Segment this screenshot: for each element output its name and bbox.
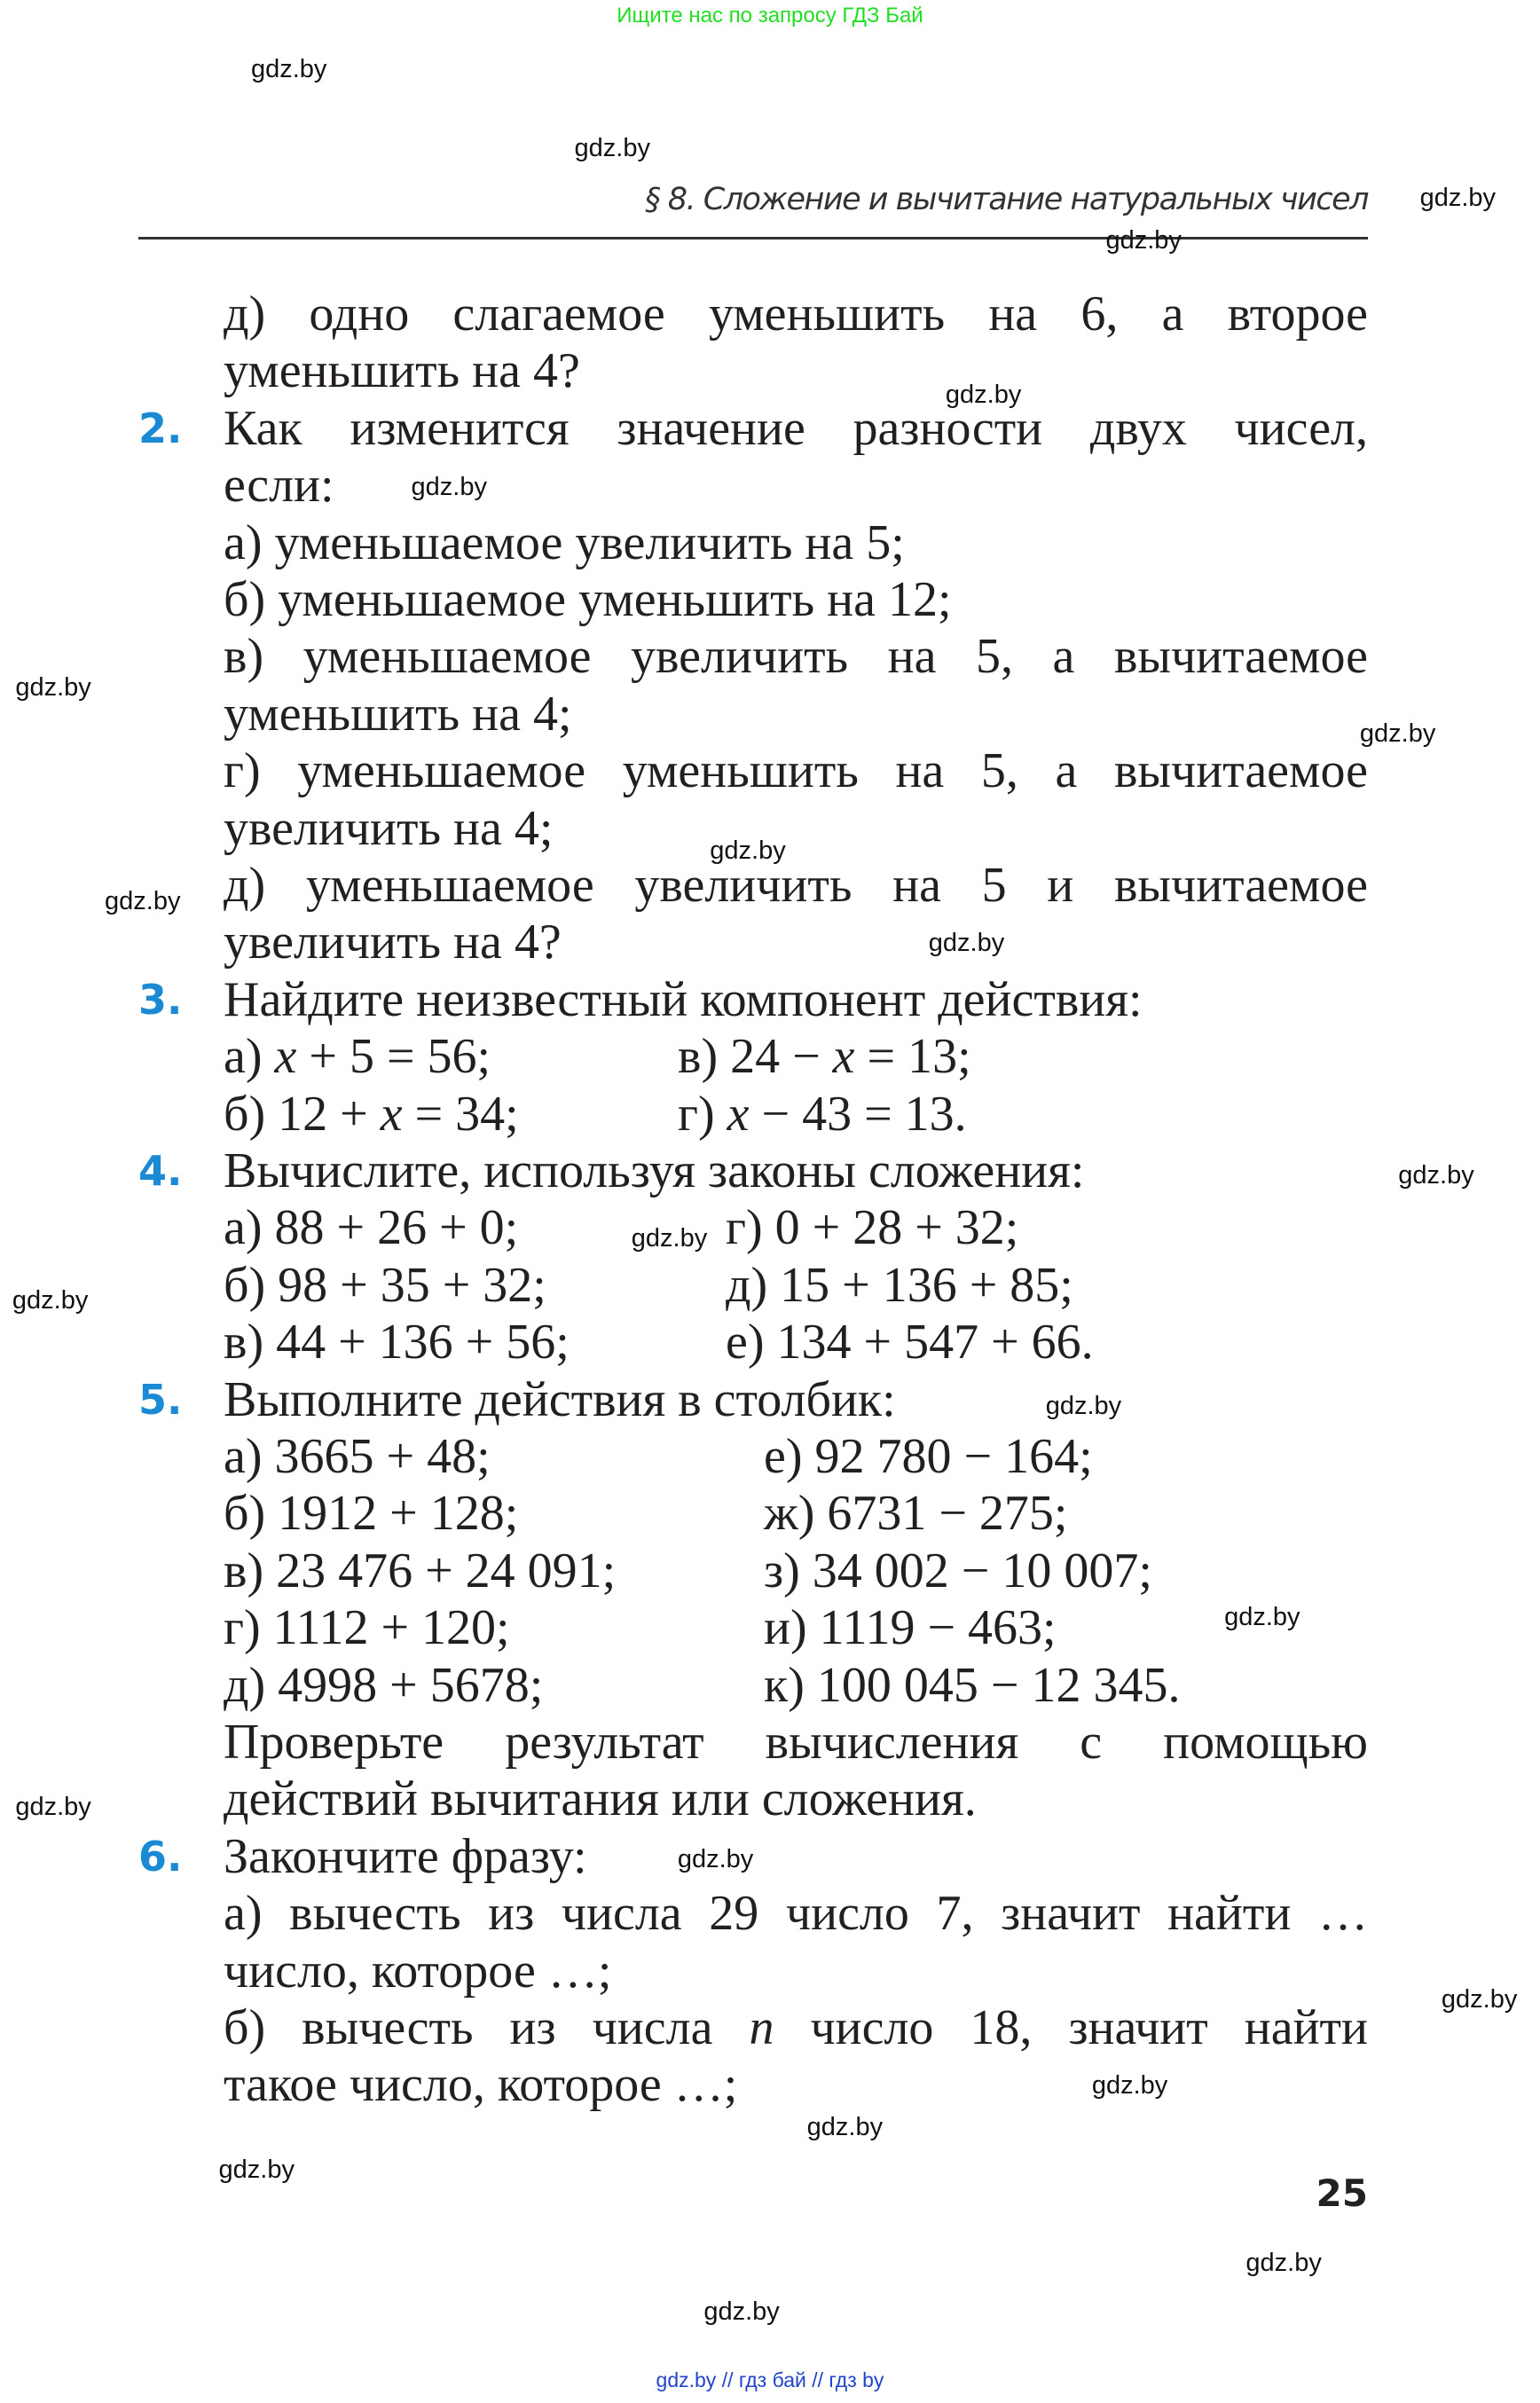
variable: x: [274, 1029, 297, 1085]
item-left: а) 88 + 26 + 0;: [224, 1200, 519, 1256]
text-line: д) уменьшаемое увеличить на 5 и вычитаемое: [224, 858, 1368, 913]
exercise-number: 5.: [138, 1375, 183, 1424]
text-line: уменьшить на 4?: [224, 343, 580, 399]
watermark: gdz.by: [1398, 1160, 1474, 1190]
text-line: [224, 1657, 1368, 1714]
item-right: г) x − 43 = 13.: [678, 1086, 967, 1142]
watermark: gdz.by: [1441, 1984, 1518, 2014]
text-line: увеличить на 4?: [224, 915, 562, 970]
section-title: § 8. Сложение и вычитание натуральных чисел: [645, 182, 1368, 217]
text-line: д) одно слагаемое уменьшить на 6, а второе: [224, 287, 1368, 342]
page-number: 25: [1316, 2171, 1368, 2215]
exercise-heading: Найдите неизвестный компонент действия:: [224, 971, 1143, 1027]
watermark: gdz.by: [945, 380, 1022, 409]
item-left: б) 98 + 35 + 32;: [224, 1257, 546, 1313]
exercise-heading: Как изменится значение разности двух чисел,: [224, 400, 1368, 456]
watermark: gdz.by: [105, 886, 181, 915]
exercise-number: 6.: [138, 1832, 183, 1881]
watermark: gdz.by: [1105, 226, 1182, 255]
text-line: г) уменьшаемое уменьшить на 5, а вычитаемое: [224, 743, 1368, 799]
text-line: действий вычитания или сложения.: [224, 1771, 977, 1827]
text-line: [224, 1543, 1368, 1599]
item-right: е) 134 + 547 + 66.: [726, 1315, 1094, 1370]
text-line: увеличить на 4;: [224, 800, 554, 856]
watermark: gdz.by: [710, 836, 786, 865]
item-right: к) 100 045 − 12 345.: [764, 1657, 1181, 1713]
item-right: д) 15 + 136 + 85;: [726, 1257, 1073, 1313]
text-line: [224, 1314, 1368, 1370]
variable: x: [832, 1029, 855, 1085]
watermark: gdz.by: [1359, 719, 1436, 748]
text-line: [224, 1599, 1368, 1656]
watermark: gdz.by: [1045, 1392, 1122, 1421]
watermark: gdz.by: [806, 2112, 884, 2141]
watermark: gdz.by: [574, 134, 650, 163]
item-right: ж) 6731 − 275;: [764, 1486, 1068, 1542]
exercise-heading: Выполните действия в столбик:: [224, 1371, 896, 1427]
watermark: gdz.by: [703, 2297, 780, 2327]
watermark: gdz.by: [411, 472, 487, 501]
exercise-heading: Закончите фразу:: [224, 1828, 587, 1884]
header-divider: [138, 237, 1368, 240]
item-right: в) 24 − x = 13;: [678, 1029, 971, 1085]
text-line: [224, 1257, 1368, 1314]
watermark: gdz.by: [677, 1844, 754, 1873]
variable: x: [727, 1086, 750, 1142]
variable: n: [749, 2000, 774, 2055]
watermark: gdz.by: [631, 1224, 708, 1253]
item-left: д) 4998 + 5678;: [224, 1657, 544, 1713]
exercise-number: 4.: [138, 1147, 183, 1195]
item-right: з) 34 002 − 10 007;: [764, 1543, 1152, 1598]
watermark: gdz.by: [218, 2156, 295, 2185]
text-line: [224, 1428, 1368, 1485]
item-right: е) 92 780 − 164;: [764, 1429, 1093, 1484]
text-line: б) уменьшаемое уменьшить на 12;: [224, 572, 952, 627]
text-line: уменьшить на 4;: [224, 686, 572, 742]
text-line: а) уменьшаемое увеличить на 5;: [224, 514, 905, 570]
item-left: а) 3665 + 48;: [224, 1429, 491, 1484]
watermark: gdz.by: [1091, 2070, 1168, 2100]
text-line: такое число, которое …;: [224, 2057, 738, 2113]
text-line: [224, 1485, 1368, 1542]
watermark: gdz.by: [250, 55, 327, 84]
exercise-heading: Вычислите, используя законы сложения:: [224, 1143, 1085, 1198]
watermark: gdz.by: [15, 672, 91, 702]
watermark: gdz.by: [928, 928, 1005, 957]
text-line: если:: [224, 458, 334, 514]
item-left: б) 12 + x = 34;: [224, 1086, 519, 1142]
text-line: [224, 1199, 1368, 1256]
text-line: [224, 1028, 1368, 1085]
variable: x: [380, 1086, 403, 1142]
item-left: а) x + 5 = 56;: [224, 1029, 491, 1085]
exercise-number: 2.: [138, 404, 183, 452]
text-line: а) вычесть из числа 29 число 7, значит найти …: [224, 1886, 1368, 1942]
item-right: и) 1119 − 463;: [764, 1600, 1057, 1656]
text-line: число, которое …;: [224, 1943, 612, 1999]
watermark: gdz.by: [1419, 183, 1497, 212]
watermark: gdz.by: [1245, 2248, 1322, 2277]
watermark: gdz.by: [15, 1792, 91, 1821]
item-left: в) 44 + 136 + 56;: [224, 1315, 570, 1370]
exercise-number: 3.: [138, 975, 183, 1024]
text-line: в) уменьшаемое увеличить на 5, а вычитаемое: [224, 629, 1368, 685]
text-line: [224, 1086, 1368, 1143]
watermark: gdz.by: [12, 1285, 89, 1315]
item-left: г) 1112 + 120;: [224, 1600, 510, 1656]
item-right: г) 0 + 28 + 32;: [726, 1200, 1019, 1256]
watermark: gdz.by: [1224, 1603, 1300, 1632]
item-left: в) 23 476 + 24 091;: [224, 1543, 617, 1598]
item-left: б) 1912 + 128;: [224, 1486, 519, 1542]
footer-links: gdz.by // гдз бай // гдз by: [656, 2368, 884, 2391]
text-line: Проверьте результат вычисления с помощью: [224, 1715, 1368, 1770]
search-hint-banner: Ищите нас по запросу ГДЗ Бай: [617, 4, 923, 27]
text-line: б) вычесть из числа n число 18, значит найти: [224, 2000, 1368, 2055]
